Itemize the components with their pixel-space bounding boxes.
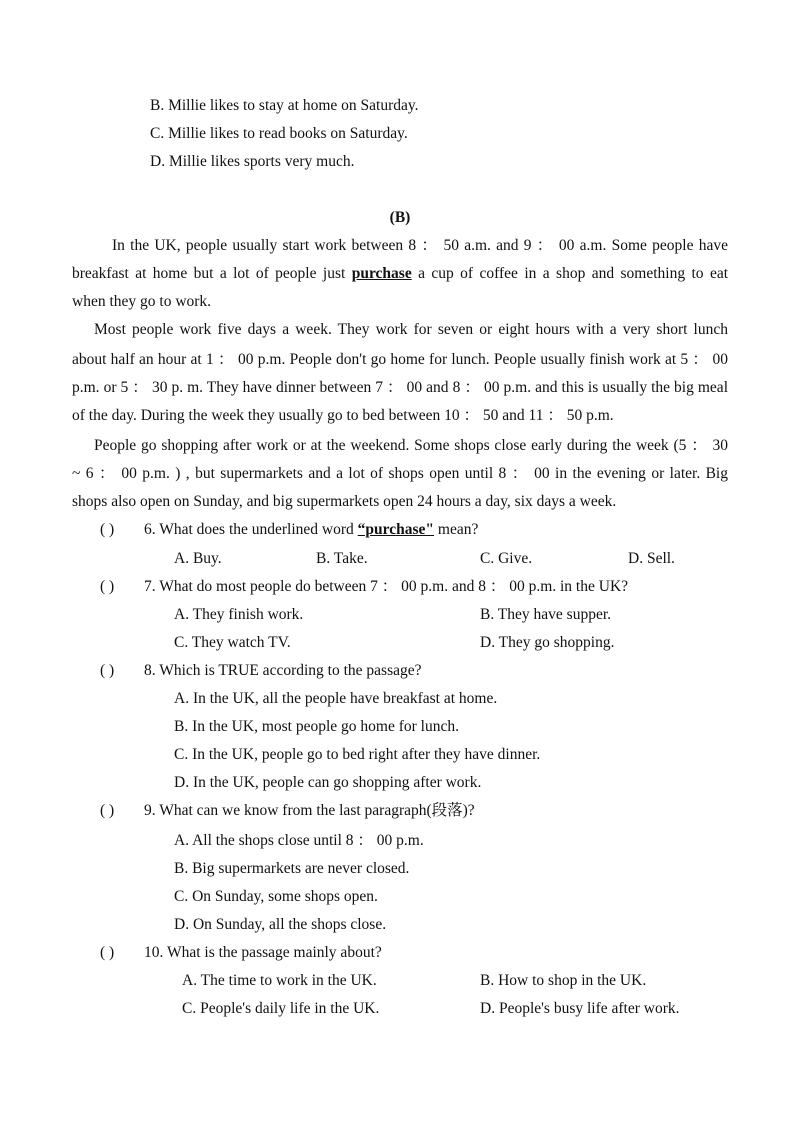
answer-blank-10[interactable]: ( ) <box>100 944 115 961</box>
passage-p3-line2: ~ 6 ： 00 p.m. ) , but supermarkets and a lot of shops open until 8 ： 00 in the evening or later. Big <box>72 465 728 482</box>
passage-p1-line2-b: a cup of coffee in a shop and something to eat <box>418 265 729 282</box>
q6-option-a: A. Buy. <box>174 550 222 567</box>
passage-p1-line2-a: breakfast at home but a lot of people just <box>72 265 346 282</box>
underlined-word-purchase: purchase <box>351 265 412 282</box>
passage-p2-line3: p.m. or 5 ： 30 p. m. They have dinner between 7 ： 00 and 8 ： 00 p.m. and this is usually the big meal <box>72 379 728 396</box>
q10-option-b: B. How to shop in the UK. <box>480 972 647 989</box>
q7-option-a: A. They finish work. <box>174 606 304 623</box>
q8-option-d: D. In the UK, people can go shopping after work. <box>174 774 482 791</box>
q10-option-a: A. The time to work in the UK. <box>182 972 377 989</box>
q7-option-b: B. They have supper. <box>480 606 612 623</box>
q7-option-c: C. They watch TV. <box>174 634 291 651</box>
q6-option-d: D. Sell. <box>628 550 675 567</box>
q8-option-a: A. In the UK, all the people have breakfast at home. <box>174 690 498 707</box>
q10-option-c: C. People's daily life in the UK. <box>182 1000 380 1017</box>
prev-option-d: D. Millie likes sports very much. <box>150 153 355 170</box>
q9-option-a: A. All the shops close until 8 ： 00 p.m. <box>174 832 424 849</box>
passage-p3-line1: People go shopping after work or at the weekend. Some shops close early during the week (5 ： 30 <box>94 437 728 454</box>
q6-option-c: C. Give. <box>480 550 533 567</box>
answer-blank-9[interactable]: ( ) <box>100 802 115 819</box>
q7-option-d: D. They go shopping. <box>480 634 615 651</box>
question-8-text: 8. Which is TRUE according to the passage? <box>144 662 422 679</box>
answer-blank-7[interactable]: ( ) <box>100 578 115 595</box>
q8-option-b: B. In the UK, most people go home for lunch. <box>174 718 459 735</box>
question-9-text: 9. What can we know from the last paragraph(段落)? <box>144 802 475 819</box>
question-6-stem: 6. What does the underlined word <box>144 521 354 538</box>
passage-p1-line1: In the UK, people usually start work between 8 ： 50 a.m. and 9 ： 00 a.m. Some people have <box>112 237 728 254</box>
passage-p3-line3: shops also open on Sunday, and big supermarkets open 24 hours a day, six days a week. <box>72 493 617 510</box>
question-6-text <box>144 520 478 540</box>
section-title: (B) <box>389 209 411 226</box>
question-7-text: 7. What do most people do between 7 ： 00 p.m. and 8 ： 00 p.m. in the UK? <box>144 578 629 595</box>
q6-option-b: B. Take. <box>316 550 368 567</box>
q8-option-c: C. In the UK, people go to bed right after they have dinner. <box>174 746 541 763</box>
passage-p1-line3: when they go to work. <box>72 293 212 310</box>
prev-option-c: C. Millie likes to read books on Saturday. <box>150 125 408 142</box>
prev-option-b: B. Millie likes to stay at home on Saturday. <box>150 97 419 114</box>
question-6-word: “purchase" <box>357 521 435 538</box>
passage-p2-line1: Most people work five days a week. They work for seven or eight hours with a very short lunch <box>94 321 728 338</box>
question-6-stem-end: mean? <box>437 521 479 538</box>
passage-p2-line2: about half an hour at 1 ： 00 p.m. People don't go home for lunch. People usually finish work at 5 ： 00 <box>72 351 728 368</box>
answer-blank-8[interactable]: ( ) <box>100 662 115 679</box>
question-10-text: 10. What is the passage mainly about? <box>144 944 382 961</box>
answer-blank-6[interactable]: ( ) <box>100 521 115 538</box>
q10-option-d: D. People's busy life after work. <box>480 1000 680 1017</box>
q9-option-d: D. On Sunday, all the shops close. <box>174 916 387 933</box>
q9-option-b: B. Big supermarkets are never closed. <box>174 860 410 877</box>
passage-p2-line4: of the day. During the week they usually go to bed between 10 ： 50 and 11 ： 50 p.m. <box>72 407 614 424</box>
passage-p1-line2 <box>72 264 728 284</box>
q9-option-c: C. On Sunday, some shops open. <box>174 888 378 905</box>
